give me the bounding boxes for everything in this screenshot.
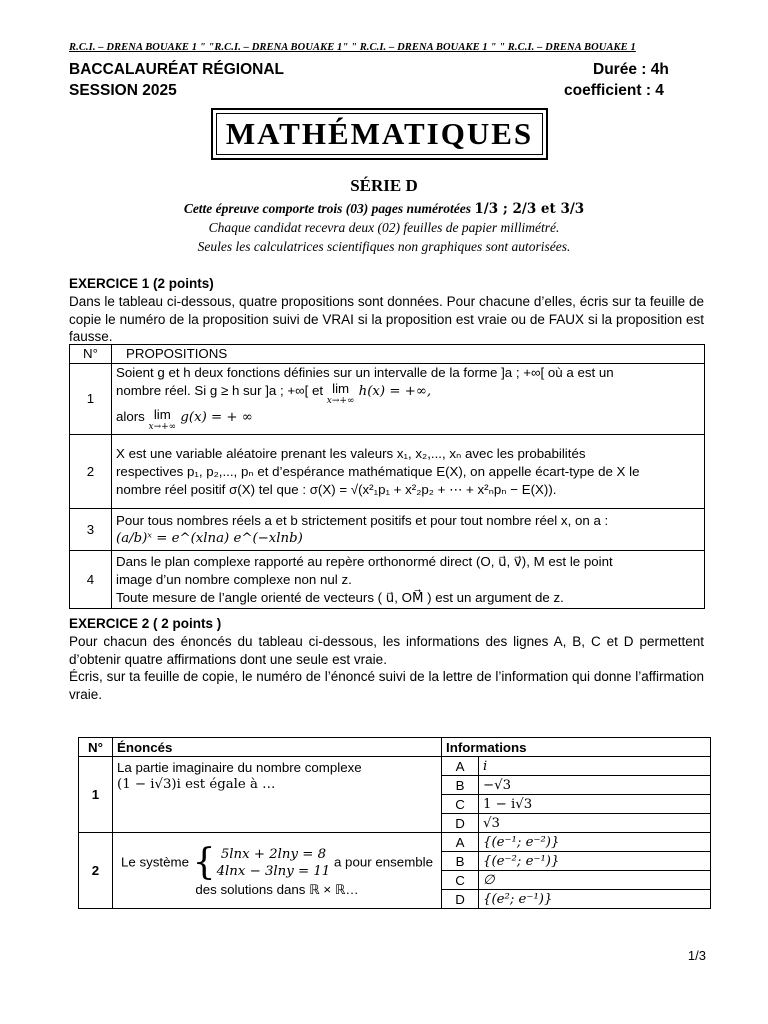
limit-g (149, 408, 177, 434)
row-number: 4 (70, 551, 112, 609)
proposition-2 (112, 435, 705, 509)
option-letter: C (442, 871, 479, 890)
option-value: {(e⁻¹; e⁻²)} (479, 833, 711, 852)
proposition-1-line1: Soient g et h deux fonctions définies sur un intervalle de la forme ]a ; +∞[ où a est un (116, 365, 614, 380)
option-value: 1 − i√3 (479, 795, 711, 814)
pages-note-prefix: Cette épreuve comporte trois (03) pages numérotées (183, 201, 472, 216)
col-num: N° (70, 345, 112, 364)
pages-note-numbers: 1/3 ; 2/3 et 3/3 (474, 201, 585, 217)
option-value: −√3 (479, 776, 711, 795)
table-row (70, 509, 705, 551)
equation-system (192, 842, 331, 883)
question-1-number: 1 (79, 757, 113, 833)
option-value: ∅ (479, 871, 711, 890)
option-value: i (479, 757, 711, 776)
question-1-statement (113, 757, 442, 833)
table-header-row (79, 738, 711, 757)
option-letter: B (442, 852, 479, 871)
question-2-number: 2 (79, 833, 113, 909)
proposition-3-line2: (a/b)ˣ = e^(xlna) e^(−xlnb) (116, 530, 303, 546)
proposition-1 (112, 364, 705, 435)
col-num: N° (79, 738, 113, 757)
proposition-4-line2: image d’un nombre complexe non nul z. (116, 571, 352, 587)
pages-note (0, 201, 768, 217)
option-letter: A (442, 833, 479, 852)
exercise1-intro: Dans le tableau ci-dessous, quatre propositions sont données. Pour chacune d’elles, écris sur ta feuille de copie le numéro de la proposition suivi de VRAI si la proposition est vraie ou de FAUX si la proposition est fausse. (69, 294, 704, 344)
table-row (70, 551, 705, 609)
proposition-2-line2: respectives p₁, p₂,..., pₙ et d’espérance mathématique E(X), on appelle écart-type de X le (116, 463, 640, 479)
col-propositions: PROPOSITIONS (112, 345, 705, 364)
col-informations: Informations (442, 738, 711, 757)
system-prefix: Le système (120, 854, 189, 870)
lim-word: lim (153, 407, 171, 422)
proposition-3 (112, 509, 705, 551)
table-header-row (70, 345, 705, 364)
option-letter: D (442, 890, 479, 909)
question-2-line1 (117, 842, 437, 883)
equation-1: 5lnx + 2lny = 8 (220, 847, 327, 862)
option-value: √3 (479, 814, 711, 833)
option-letter: B (442, 776, 479, 795)
proposition-1-line3 (116, 408, 700, 434)
row-number: 3 (70, 509, 112, 551)
option-letter: D (442, 814, 479, 833)
question-2-line2: des solutions dans ℝ × ℝ… (195, 882, 359, 897)
exercise1-title: EXERCICE 1 (2 points) (69, 276, 214, 291)
exercise2-table (78, 737, 711, 909)
proposition-4-line1: Dans le plan complexe rapporté au repère orthonormé direct (O, u⃗, v⃗), M est le point (116, 553, 613, 569)
lim-sub: x→+∞ (148, 422, 177, 432)
paper-note: Chaque candidat recevra deux (02) feuilles de papier millimétré. (208, 220, 560, 235)
exercise1-table (69, 344, 705, 609)
row-number: 2 (70, 435, 112, 509)
exam-name: BACCALAURÉAT RÉGIONAL (69, 61, 284, 78)
option-value: {(e⁻²; e⁻¹)} (479, 852, 711, 871)
prop1-l2a: nombre réel. Si g ≥ h sur ]a ; +∞[ et (116, 383, 327, 398)
page-title: MATHÉMATIQUES (216, 113, 543, 155)
table-row (70, 364, 705, 435)
title-box (211, 108, 548, 160)
brace-icon: { (192, 842, 216, 883)
table-row (79, 757, 711, 776)
exercise2-intro2: Écris, sur ta feuille de copie, le numéro de l’énoncé suivi de la lettre de l’information qui donne l’affirmation vraie. (69, 669, 704, 702)
coefficient: coefficient : 4 (564, 82, 664, 99)
lim-word: lim (332, 381, 350, 396)
option-value: {(e²; e⁻¹)} (479, 890, 711, 909)
proposition-2-line1: X est une variable aléatoire prenant les valeurs x₁, x₂,..., xₙ avec les probabilités (116, 445, 586, 461)
row-number: 1 (70, 364, 112, 435)
serie-label: SÉRIE D (350, 176, 418, 195)
equation-2: 4lnx − 3lny = 11 (216, 864, 331, 879)
header-banner: R.C.I. – DRENA BOUAKE 1 " "R.C.I. – DRENA BOUAKE 1" " R.C.I. – DRENA BOUAKE 1 " " R.C.I. – DRENA BOUAKE 1 (69, 42, 636, 53)
system-suffix: a pour ensemble (333, 854, 434, 870)
col-enonces: Énoncés (113, 738, 442, 757)
proposition-4 (112, 551, 705, 609)
limit-h (327, 382, 355, 408)
system-equations (217, 846, 331, 880)
session: SESSION 2025 (69, 82, 177, 99)
prop1-l3a: alors (116, 409, 149, 424)
option-letter: A (442, 757, 479, 776)
table-row (70, 435, 705, 509)
proposition-1-line2 (116, 382, 700, 408)
duration: Durée : 4h (593, 61, 669, 78)
option-letter: C (442, 795, 479, 814)
proposition-4-line3: Toute mesure de l’angle orienté de vecteurs ( u⃗, OM⃗ ) est un argument de z. (116, 589, 564, 605)
prop1-l3b: g(x) = + ∞ (176, 410, 253, 425)
proposition-2-line3: nombre réel positif σ(X) tel que : σ(X) = √(x²₁p₁ + x²₂p₂ + ⋯ + x²ₙpₙ − E(X)). (116, 481, 557, 497)
calculator-note: Seules les calculatrices scientifiques non graphiques sont autorisées. (197, 239, 571, 254)
question-1-line1: La partie imaginaire du nombre complexe (117, 760, 362, 775)
question-1-line2: (1 − i√3)i est égale à … (117, 777, 276, 792)
exercise2-title: EXERCICE 2 ( 2 points ) (69, 616, 222, 631)
prop1-l2b: h(x) = +∞, (354, 384, 432, 399)
lim-sub: x→+∞ (326, 396, 355, 406)
page-number: 1/3 (687, 948, 706, 963)
table-row (79, 833, 711, 852)
question-2-statement (113, 833, 442, 909)
exercise2-intro1: Pour chacun des énoncés du tableau ci-dessous, les informations des lignes A, B, C et D permettent d’obtenir quatre affirmations dont une seule est vraie. (69, 634, 704, 667)
proposition-3-line1: Pour tous nombres réels a et b strictement positifs et pour tout nombre réel x, on a : (116, 512, 609, 528)
